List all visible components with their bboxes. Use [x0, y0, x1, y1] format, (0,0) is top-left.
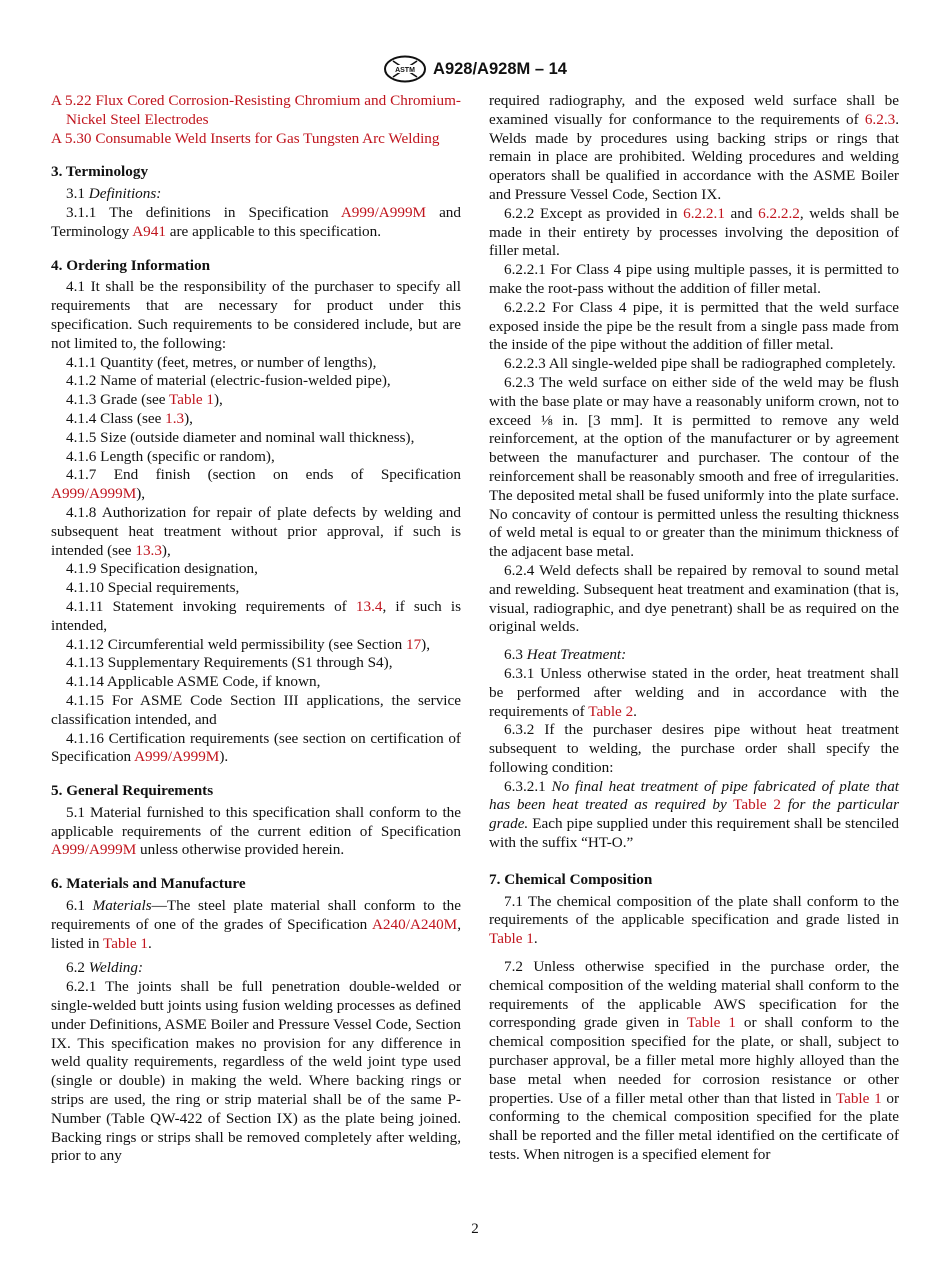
reference-link[interactable]: Flux Cored Corrosion-Resisting Chromium and Chromium-Nickel Steel Electrodes — [66, 92, 461, 128]
left-column — [51, 92, 461, 1166]
astm-logo-icon — [383, 55, 427, 83]
paragraph: 6.2.4 Weld defects shall be repaired by removal to sound metal and rewelding. Subsequent heat treatment and examination (that is, visual, radiographic, and dye penetrant) shall be as required on the original welds. — [489, 561, 899, 636]
paragraph: 6.2 Welding: — [66, 959, 144, 977]
ref-link[interactable]: A240/A240M — [371, 915, 458, 933]
list-item: 4.1.13 Supplementary Requirements (S1 through S4), — [66, 654, 393, 672]
ref-link[interactable]: Table 1 — [686, 1014, 736, 1032]
ref-link[interactable]: Table 2 — [588, 702, 634, 720]
list-item: 4.1.10 Special requirements, — [66, 579, 240, 597]
section-heading: 5. General Requirements — [51, 782, 214, 800]
list-item: 4.1.1 Quantity (feet, metres, or number of lengths), — [66, 353, 377, 371]
section-heading: 3. Terminology — [51, 163, 149, 181]
paragraph: 5.1 Material furnished to this specification shall conform to the applicable requirements of the current edition of Specification A999/A999M unless otherwise provided herein. — [51, 803, 461, 859]
ref-link[interactable]: 17 — [405, 635, 422, 653]
section-heading: 4. Ordering Information — [51, 256, 211, 274]
ref-link[interactable]: Table 1 — [103, 934, 148, 952]
list-item: 4.1.11 Statement invoking requirements of 13.4, if such is intended, — [51, 597, 461, 634]
paragraph: 6.3 Heat Treatment: — [504, 646, 627, 664]
paragraph: 6.2.2.3 All single-welded pipe shall be radiographed completely. — [504, 355, 896, 373]
ref-link[interactable]: Table 1 — [489, 930, 534, 948]
paragraph: required radiography, and the exposed weld surface shall be examined visually for conformance to the requirements of 6.2.3. Welds made by procedures using backing strips or rings that remain in place are prohibited. Welding procedures and welding operators shall be qualified in accordance with the ASME Boiler and Pressure Vessel Code, Section IX. — [489, 92, 899, 203]
page-header — [0, 54, 950, 84]
ref-link[interactable]: 6.2.3 — [864, 110, 896, 128]
paragraph: 3.1 Definitions: — [66, 185, 162, 203]
list-item: 4.1.15 For ASME Code Section III applications, the service classification intended, and — [51, 691, 461, 728]
ref-link[interactable]: A999/A999M — [51, 485, 137, 503]
reference-entry: A 5.22 Flux Cored Corrosion-Resisting Chromium and Chromium-Nickel Steel Electrodes — [51, 92, 461, 128]
list-item: 4.1.16 Certification requirements (see section on certification of Specification A999/A999M). — [51, 729, 461, 766]
ref-link[interactable]: Table 2 — [733, 796, 781, 814]
ref-link[interactable]: A999/A999M — [340, 203, 427, 221]
section-heading: 7. Chemical Composition — [489, 870, 653, 888]
ref-link[interactable]: 13.4 — [355, 597, 383, 615]
list-item: 4.1.5 Size (outside diameter and nominal wall thickness), — [66, 428, 415, 446]
ref-link[interactable]: A999/A999M — [51, 841, 137, 859]
list-item: 4.1.8 Authorization for repair of plate defects by welding and subsequent heat treatment without prior approval, if such is intended (see 13.3), — [51, 503, 461, 559]
section-heading: 6. Materials and Manufacture — [51, 875, 246, 893]
paragraph: 6.2.1 The joints shall be full penetration double-welded or single-welded butt joints using fusion welding processes as defined under Definitions, ASME Boiler and Pressure Vessel Code, Section IX. This specification makes no provision for any difference in weld quality requirements, regardless of the weld joint type used (single or double) in making the weld. Where backing rings or strips are used, the ring or strip material shall be of the same P-Number (Table QW-422 of Section IX) as the plate being joined. Backing rings or strips shall be removed completely after welding, prior to any — [51, 978, 461, 1165]
list-item: 4.1.3 Grade (see Table 1), — [66, 391, 223, 409]
paragraph: 6.1 Materials—The steel plate material shall conform to the requirements of one of the grades of Specification A240/A240M, listed in Table 1. — [51, 897, 462, 952]
paragraph: 6.3.2 If the purchaser desires pipe without heat treatment subsequent to welding, the purchase order shall specify the following condition: — [489, 721, 899, 776]
ref-link[interactable]: 6.2.2.1 — [683, 204, 725, 222]
reference-entry: A 5.30 Consumable Weld Inserts for Gas Tungsten Arc Welding — [51, 129, 440, 147]
ref-link[interactable]: 1.3 — [165, 409, 185, 427]
list-item: 4.1.2 Name of material (electric-fusion-welded pipe), — [66, 372, 391, 390]
list-item: 4.1.12 Circumferential weld permissibility (see Section 17), — [66, 635, 431, 653]
page-number: 2 — [471, 1221, 479, 1237]
reference-link[interactable]: Consumable Weld Inserts for Gas Tungsten Arc Welding — [95, 129, 440, 147]
paragraph: 7.1 The chemical composition of the plate shall conform to the requirements of the applicable specification and grade listed in Table 1. — [489, 892, 899, 948]
document-designation: A928/A928M – 14 — [433, 59, 567, 78]
list-item: 4.1.7 End finish (section on ends of Specification A999/A999M), — [51, 466, 461, 503]
ref-link[interactable]: 6.2.2.2 — [758, 204, 800, 222]
paragraph: 6.2.2.2 For Class 4 pipe, it is permitted that the weld surface exposed inside the pipe be the result from a single pass made from the inside of the pipe without the addition of filler metal. — [489, 298, 899, 354]
paragraph: 4.1 It shall be the responsibility of the purchaser to specify all requirements that are necessary for product under this specification. Such requirements to be considered include, but are not limited to, the following: — [51, 278, 461, 352]
list-item: 4.1.6 Length (specific or random), — [66, 447, 275, 465]
paragraph: 6.3.1 Unless otherwise stated in the order, heat treatment shall be performed after welding and in accordance with the requirements of Table 2. — [489, 664, 899, 720]
paragraph: 6.3.2.1 No final heat treatment of pipe fabricated of plate that has been heat treated as required by Table 2 for the particular grade. Each pipe supplied under this requirement shall be stenciled with the suffix “HT-O.” — [489, 777, 900, 852]
ref-link[interactable]: A999/A999M — [134, 748, 220, 766]
right-column — [489, 92, 899, 1165]
paragraph: 7.2 Unless otherwise specified in the purchase order, the chemical composition of the welding material shall conform to the requirements of the applicable AWS specification for the corresponding grade given in Table 1 or shall conform to the chemical composition specified for the plate, or shall, subject to purchaser approval, be a filler metal more highly alloyed than the base metal when needed for corrosion resistance or other properties. Use of a filler metal other than that listed in Table 1 or conforming to the chemical composition specified for the plate shall be reported and the filler metal identified on the certificate of tests. When nitrogen is a specified element for — [489, 958, 900, 1164]
list-item: 4.1.4 Class (see 1.3), — [66, 409, 193, 427]
paragraph: 6.2.2.1 For Class 4 pipe using multiple passes, it is permitted to make the root-pass without the addition of filler metal. — [489, 261, 899, 297]
paragraph: 3.1.1 The definitions in Specification A999/A999M and Terminology A941 are applicable to this specification. — [51, 203, 461, 240]
svg-text:ASTM: ASTM — [395, 67, 415, 74]
ref-link[interactable]: Table 1 — [835, 1089, 882, 1107]
list-item: 4.1.9 Specification designation, — [66, 560, 258, 578]
paragraph: 6.2.3 The weld surface on either side of the weld may be flush with the base plate or may have a reasonably uniform crown, not to exceed ⅛ in. [3 mm]. It is permitted to remove any weld reinforcement, at the option of the manufacturer or by agreement between the manufacturer and purchaser. The contour of the reinforcement shall be reasonably smooth and free of irregularities. The deposited metal shall be fused uniformly into the plate surface. No concavity of contour is permitted unless the resulting thickness of weld metal is equal to or greater than the minimum thickness of the adjacent base metal. — [489, 373, 899, 561]
ref-link[interactable]: 13.3 — [135, 541, 162, 559]
ref-link[interactable]: Table 1 — [169, 391, 214, 409]
paragraph: 6.2.2 Except as provided in 6.2.2.1 and 6.2.2.2, welds shall be made in their entirety by processes involving the deposition of filler metal. — [489, 204, 899, 260]
ref-link[interactable]: A941 — [132, 222, 166, 240]
list-item: 4.1.14 Applicable ASME Code, if known, — [66, 673, 321, 691]
